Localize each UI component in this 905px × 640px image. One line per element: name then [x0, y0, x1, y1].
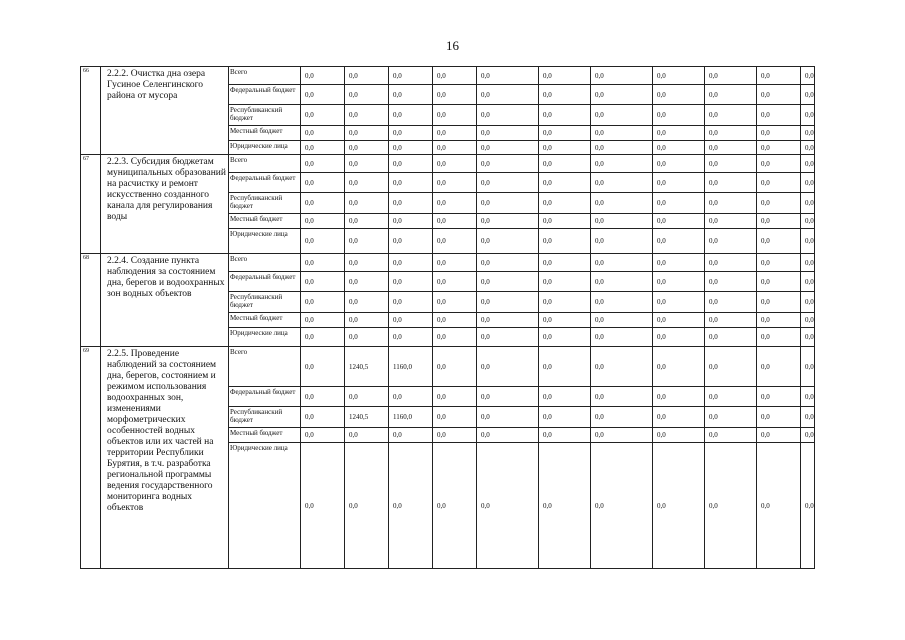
value-cell: 0,0: [757, 85, 801, 105]
value-cell: 0,0: [301, 126, 345, 141]
value-cell: 0,0: [801, 85, 815, 105]
value-cell: 0,0: [433, 407, 477, 428]
value-cell: 0,0: [389, 229, 433, 254]
value-cell: 0,0: [477, 407, 539, 428]
value-cell: 0,0: [591, 292, 653, 313]
value-cell: 0,0: [653, 126, 705, 141]
value-cell: 0,0: [539, 173, 591, 193]
value-cell: 0,0: [757, 214, 801, 229]
value-cell: 0,0: [345, 155, 389, 173]
value-cell: 0,0: [477, 214, 539, 229]
value-cell: 0,0: [653, 328, 705, 347]
value-cell: 0,0: [591, 428, 653, 443]
value-cell: 0,0: [389, 272, 433, 292]
value-cell: 0,0: [433, 443, 477, 569]
value-cell: 0,0: [757, 155, 801, 173]
value-cell: 0,0: [591, 347, 653, 387]
value-cell: 0,0: [389, 193, 433, 214]
value-cell: 0,0: [389, 292, 433, 313]
value-cell: 0,0: [801, 141, 815, 155]
value-cell: 0,0: [801, 155, 815, 173]
value-cell: 0,0: [477, 443, 539, 569]
value-cell: 0,0: [477, 347, 539, 387]
item-name: 2.2.3. Субсидия бюджетам муниципальных образований на расчистку и ремонт искусственно созданного канала для регулирования воды: [101, 155, 229, 254]
value-cell: 0,0: [433, 229, 477, 254]
funding-source: Федеральный бюджет: [229, 387, 301, 407]
value-cell: 0,0: [477, 173, 539, 193]
value-cell: 0,0: [477, 272, 539, 292]
funding-source: Республиканский бюджет: [229, 292, 301, 313]
value-cell: 0,0: [653, 67, 705, 85]
value-cell: 0,0: [433, 214, 477, 229]
value-cell: 0,0: [477, 105, 539, 126]
value-cell: 0,0: [757, 328, 801, 347]
value-cell: 0,0: [389, 313, 433, 328]
value-cell: 0,0: [389, 254, 433, 272]
value-cell: 0,0: [301, 313, 345, 328]
value-cell: 0,0: [433, 105, 477, 126]
value-cell: 0,0: [591, 328, 653, 347]
value-cell: 0,0: [477, 328, 539, 347]
value-cell: 0,0: [801, 292, 815, 313]
value-cell: 0,0: [653, 443, 705, 569]
value-cell: 0,0: [653, 214, 705, 229]
value-cell: 0,0: [301, 229, 345, 254]
value-cell: 0,0: [345, 387, 389, 407]
value-cell: 0,0: [705, 387, 757, 407]
table-row: [81, 155, 815, 173]
value-cell: 1240,5: [345, 407, 389, 428]
value-cell: 0,0: [433, 254, 477, 272]
value-cell: 0,0: [801, 105, 815, 126]
value-cell: 0,0: [705, 272, 757, 292]
funding-source: Федеральный бюджет: [229, 272, 301, 292]
value-cell: 0,0: [301, 173, 345, 193]
value-cell: 0,0: [653, 313, 705, 328]
value-cell: 0,0: [345, 85, 389, 105]
value-cell: 0,0: [591, 193, 653, 214]
value-cell: 0,0: [705, 313, 757, 328]
value-cell: 0,0: [539, 313, 591, 328]
value-cell: 0,0: [539, 328, 591, 347]
value-cell: 0,0: [591, 214, 653, 229]
table-row: [81, 347, 815, 387]
value-cell: 0,0: [801, 126, 815, 141]
funding-source: Федеральный бюджет: [229, 85, 301, 105]
value-cell: 0,0: [539, 387, 591, 407]
value-cell: 0,0: [301, 141, 345, 155]
value-cell: 0,0: [705, 155, 757, 173]
value-cell: 0,0: [389, 173, 433, 193]
value-cell: 0,0: [345, 193, 389, 214]
funding-source: Местный бюджет: [229, 313, 301, 328]
value-cell: 0,0: [591, 173, 653, 193]
value-cell: 0,0: [539, 214, 591, 229]
value-cell: 0,0: [477, 428, 539, 443]
funding-source: Юридические лица: [229, 141, 301, 155]
value-cell: 0,0: [477, 254, 539, 272]
value-cell: 0,0: [539, 254, 591, 272]
value-cell: 0,0: [433, 85, 477, 105]
value-cell: 0,0: [301, 67, 345, 85]
budget-table: [80, 66, 815, 569]
value-cell: 0,0: [539, 292, 591, 313]
value-cell: 0,0: [301, 407, 345, 428]
value-cell: 0,0: [591, 313, 653, 328]
value-cell: 0,0: [653, 173, 705, 193]
value-cell: 0,0: [433, 428, 477, 443]
value-cell: 0,0: [757, 387, 801, 407]
value-cell: 0,0: [705, 407, 757, 428]
value-cell: 0,0: [301, 85, 345, 105]
value-cell: 0,0: [653, 155, 705, 173]
value-cell: 0,0: [433, 141, 477, 155]
table-row: [81, 67, 815, 85]
value-cell: 0,0: [757, 229, 801, 254]
value-cell: 0,0: [801, 214, 815, 229]
item-number: 67: [81, 155, 101, 254]
value-cell: 0,0: [653, 229, 705, 254]
funding-source: Республиканский бюджет: [229, 193, 301, 214]
value-cell: 0,0: [705, 292, 757, 313]
funding-source: Юридические лица: [229, 443, 301, 569]
value-cell: 0,0: [653, 254, 705, 272]
value-cell: 0,0: [345, 428, 389, 443]
funding-source: Юридические лица: [229, 328, 301, 347]
value-cell: 1240,5: [345, 347, 389, 387]
value-cell: 0,0: [757, 173, 801, 193]
value-cell: 0,0: [757, 313, 801, 328]
value-cell: 0,0: [301, 347, 345, 387]
value-cell: 0,0: [757, 407, 801, 428]
value-cell: 0,0: [653, 387, 705, 407]
funding-source: Юридические лица: [229, 229, 301, 254]
value-cell: 0,0: [591, 67, 653, 85]
value-cell: 0,0: [653, 428, 705, 443]
value-cell: 0,0: [801, 387, 815, 407]
value-cell: 0,0: [801, 313, 815, 328]
value-cell: 0,0: [477, 387, 539, 407]
item-name: 2.2.5. Проведение наблюдений за состоянием дна, берегов, состоянием и режимом использования водоохранных зон, изменениями морфометрических особенностей водных объектов или их частей на территории Республики Бурятия, в т.ч. разработка региональной программы ведения государственного мониторинга водных объектов: [101, 347, 229, 569]
value-cell: 0,0: [705, 126, 757, 141]
value-cell: 0,0: [539, 155, 591, 173]
value-cell: 0,0: [389, 214, 433, 229]
value-cell: 0,0: [757, 193, 801, 214]
value-cell: 0,0: [477, 313, 539, 328]
value-cell: 0,0: [757, 126, 801, 141]
value-cell: 0,0: [801, 272, 815, 292]
value-cell: 0,0: [801, 347, 815, 387]
value-cell: 0,0: [705, 67, 757, 85]
value-cell: 0,0: [301, 193, 345, 214]
value-cell: 0,0: [433, 328, 477, 347]
value-cell: 0,0: [591, 141, 653, 155]
value-cell: 0,0: [345, 141, 389, 155]
value-cell: 0,0: [705, 193, 757, 214]
value-cell: 0,0: [757, 141, 801, 155]
value-cell: 0,0: [653, 193, 705, 214]
value-cell: 0,0: [705, 85, 757, 105]
value-cell: 0,0: [591, 407, 653, 428]
value-cell: 0,0: [477, 126, 539, 141]
value-cell: 0,0: [591, 254, 653, 272]
value-cell: 0,0: [539, 141, 591, 155]
value-cell: 0,0: [757, 347, 801, 387]
value-cell: 0,0: [539, 85, 591, 105]
value-cell: 0,0: [801, 193, 815, 214]
funding-source: Федеральный бюджет: [229, 173, 301, 193]
value-cell: 0,0: [539, 272, 591, 292]
value-cell: 0,0: [433, 67, 477, 85]
value-cell: 0,0: [757, 105, 801, 126]
value-cell: 0,0: [389, 428, 433, 443]
value-cell: 0,0: [345, 292, 389, 313]
value-cell: 1160,0: [389, 407, 433, 428]
value-cell: 0,0: [705, 105, 757, 126]
page-number: 16: [446, 38, 459, 53]
value-cell: 0,0: [653, 105, 705, 126]
value-cell: 0,0: [389, 105, 433, 126]
value-cell: 0,0: [389, 328, 433, 347]
item-number: 66: [81, 67, 101, 155]
value-cell: 0,0: [801, 254, 815, 272]
value-cell: 0,0: [757, 67, 801, 85]
funding-source: Республиканский бюджет: [229, 407, 301, 428]
funding-source: Местный бюджет: [229, 214, 301, 229]
value-cell: 1160,0: [389, 347, 433, 387]
value-cell: 0,0: [389, 85, 433, 105]
value-cell: 0,0: [477, 193, 539, 214]
value-cell: 0,0: [477, 85, 539, 105]
value-cell: 0,0: [705, 229, 757, 254]
value-cell: 0,0: [801, 173, 815, 193]
item-number: 68: [81, 254, 101, 347]
value-cell: 0,0: [653, 407, 705, 428]
value-cell: 0,0: [653, 85, 705, 105]
value-cell: 0,0: [433, 347, 477, 387]
value-cell: 0,0: [389, 67, 433, 85]
value-cell: 0,0: [653, 272, 705, 292]
value-cell: 0,0: [389, 387, 433, 407]
value-cell: 0,0: [301, 105, 345, 126]
funding-source: Всего: [229, 67, 301, 85]
value-cell: 0,0: [389, 126, 433, 141]
value-cell: 0,0: [433, 387, 477, 407]
value-cell: 0,0: [539, 229, 591, 254]
value-cell: 0,0: [705, 254, 757, 272]
value-cell: 0,0: [433, 313, 477, 328]
value-cell: 0,0: [801, 328, 815, 347]
value-cell: 0,0: [477, 155, 539, 173]
value-cell: 0,0: [301, 155, 345, 173]
value-cell: 0,0: [539, 428, 591, 443]
value-cell: 0,0: [591, 443, 653, 569]
value-cell: 0,0: [653, 141, 705, 155]
value-cell: 0,0: [477, 292, 539, 313]
value-cell: 0,0: [345, 229, 389, 254]
value-cell: 0,0: [591, 126, 653, 141]
value-cell: 0,0: [301, 254, 345, 272]
value-cell: 0,0: [301, 292, 345, 313]
value-cell: 0,0: [591, 85, 653, 105]
value-cell: 0,0: [801, 67, 815, 85]
value-cell: 0,0: [705, 214, 757, 229]
value-cell: 0,0: [301, 443, 345, 569]
value-cell: 0,0: [705, 443, 757, 569]
value-cell: 0,0: [433, 126, 477, 141]
value-cell: 0,0: [477, 141, 539, 155]
value-cell: 0,0: [801, 229, 815, 254]
value-cell: 0,0: [301, 328, 345, 347]
value-cell: 0,0: [705, 328, 757, 347]
value-cell: 0,0: [345, 328, 389, 347]
value-cell: 0,0: [801, 407, 815, 428]
value-cell: 0,0: [539, 347, 591, 387]
item-number: 69: [81, 347, 101, 569]
value-cell: 0,0: [653, 292, 705, 313]
value-cell: 0,0: [433, 193, 477, 214]
value-cell: 0,0: [539, 126, 591, 141]
value-cell: 0,0: [345, 105, 389, 126]
funding-source: Всего: [229, 347, 301, 387]
value-cell: 0,0: [757, 292, 801, 313]
value-cell: 0,0: [345, 254, 389, 272]
value-cell: 0,0: [345, 173, 389, 193]
value-cell: 0,0: [591, 105, 653, 126]
item-name: 2.2.2. Очистка дна озера Гусиное Селенгинского района от мусора: [101, 67, 229, 155]
value-cell: 0,0: [539, 443, 591, 569]
value-cell: 0,0: [591, 155, 653, 173]
value-cell: 0,0: [539, 193, 591, 214]
value-cell: 0,0: [591, 229, 653, 254]
value-cell: 0,0: [801, 443, 815, 569]
value-cell: 0,0: [433, 292, 477, 313]
value-cell: 0,0: [539, 105, 591, 126]
value-cell: 0,0: [477, 229, 539, 254]
funding-source: Местный бюджет: [229, 126, 301, 141]
value-cell: 0,0: [389, 141, 433, 155]
item-name: 2.2.4. Создание пункта наблюдения за состоянием дна, берегов и водоохранных зон водных объектов: [101, 254, 229, 347]
value-cell: 0,0: [705, 173, 757, 193]
value-cell: 0,0: [433, 173, 477, 193]
value-cell: 0,0: [345, 214, 389, 229]
funding-source: Всего: [229, 254, 301, 272]
value-cell: 0,0: [757, 428, 801, 443]
value-cell: 0,0: [345, 443, 389, 569]
value-cell: 0,0: [345, 67, 389, 85]
value-cell: 0,0: [653, 347, 705, 387]
table-row: [81, 254, 815, 272]
value-cell: 0,0: [345, 126, 389, 141]
value-cell: 0,0: [301, 214, 345, 229]
value-cell: 0,0: [389, 443, 433, 569]
value-cell: 0,0: [389, 155, 433, 173]
value-cell: 0,0: [705, 428, 757, 443]
value-cell: 0,0: [301, 272, 345, 292]
value-cell: 0,0: [301, 428, 345, 443]
value-cell: 0,0: [301, 387, 345, 407]
value-cell: 0,0: [433, 155, 477, 173]
value-cell: 0,0: [757, 254, 801, 272]
value-cell: 0,0: [801, 428, 815, 443]
funding-source: Республиканский бюджет: [229, 105, 301, 126]
value-cell: 0,0: [591, 272, 653, 292]
value-cell: 0,0: [539, 67, 591, 85]
value-cell: 0,0: [705, 347, 757, 387]
value-cell: 0,0: [705, 141, 757, 155]
value-cell: 0,0: [345, 272, 389, 292]
value-cell: 0,0: [477, 67, 539, 85]
value-cell: 0,0: [757, 443, 801, 569]
funding-source: Местный бюджет: [229, 428, 301, 443]
value-cell: 0,0: [591, 387, 653, 407]
value-cell: 0,0: [345, 313, 389, 328]
value-cell: 0,0: [539, 407, 591, 428]
funding-source: Всего: [229, 155, 301, 173]
value-cell: 0,0: [757, 272, 801, 292]
value-cell: 0,0: [433, 272, 477, 292]
